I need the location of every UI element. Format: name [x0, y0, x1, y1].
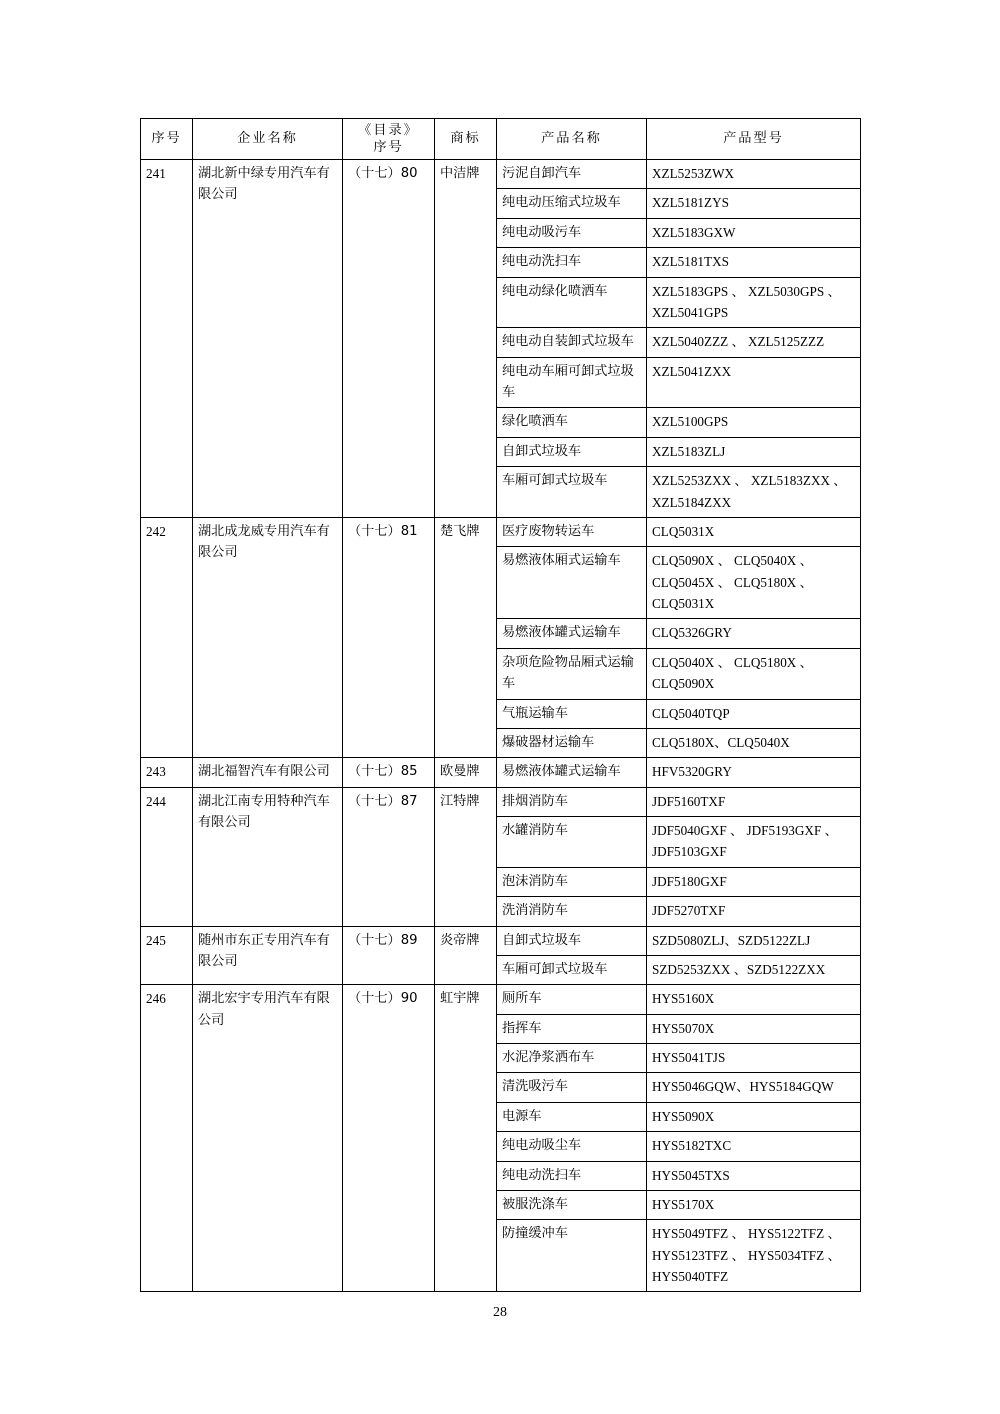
table-row: [141, 787, 861, 816]
cell-product-name: 纯电动吸污车: [497, 218, 647, 247]
cell-product-model: CLQ5180X、CLQ5040X: [647, 728, 861, 757]
cell-product-name: 纯电动压缩式垃圾车: [497, 189, 647, 218]
cell-product-name: 排烟消防车: [497, 787, 647, 816]
cell-product-model: XZL5253ZWX: [647, 160, 861, 189]
column-header-enterprise: 企业名称: [193, 119, 343, 160]
cell-product-model: HYS5160X: [647, 985, 861, 1014]
cell-brand: 欧曼牌: [435, 758, 497, 787]
cell-seq: 245: [141, 926, 193, 985]
cell-product-model: HYS5041TJS: [647, 1044, 861, 1073]
cell-seq: 246: [141, 985, 193, 1292]
table-row: [141, 926, 861, 955]
cell-product-model: HYS5070X: [647, 1014, 861, 1043]
table-row: [141, 758, 861, 787]
cell-product-model: JDF5040GXF 、 JDF5193GXF 、JDF5103GXF: [647, 817, 861, 868]
cell-product-model: JDF5270TXF: [647, 897, 861, 926]
cell-product-model: HYS5170X: [647, 1190, 861, 1219]
cell-product-name: 易燃液体罐式运输车: [497, 758, 647, 787]
cell-product-model: XZL5181TXS: [647, 248, 861, 277]
cell-brand: 炎帝牌: [435, 926, 497, 985]
cell-product-model: CLQ5040TQP: [647, 699, 861, 728]
cell-product-model: XZL5183GXW: [647, 218, 861, 247]
cell-product-model: HYS5045TXS: [647, 1161, 861, 1190]
cell-product-name: 爆破器材运输车: [497, 728, 647, 757]
cell-product-name: 纯电动洗扫车: [497, 248, 647, 277]
cell-seq: 244: [141, 787, 193, 926]
cell-product-name: 纯电动车厢可卸式垃圾车: [497, 357, 647, 408]
column-header-brand: 商标: [435, 119, 497, 160]
cell-enterprise: 湖北福智汽车有限公司: [193, 758, 343, 787]
cell-product-model: XZL5100GPS: [647, 408, 861, 437]
cell-product-model: HYS5090X: [647, 1102, 861, 1131]
column-header-catalog-no: [343, 119, 435, 160]
cell-product-name: 清洗吸污车: [497, 1073, 647, 1102]
cell-product-model: CLQ5326GRY: [647, 619, 861, 648]
table-row: [141, 517, 861, 546]
cell-product-model: HFV5320GRY: [647, 758, 861, 787]
cell-catalog-no: （十七）87: [343, 787, 435, 926]
cell-product-name: 纯电动绿化喷洒车: [497, 277, 647, 328]
cell-enterprise: 湖北宏宇专用汽车有限公司: [193, 985, 343, 1292]
table-body: [141, 160, 861, 1292]
cell-product-name: 水罐消防车: [497, 817, 647, 868]
cell-product-model: HYS5049TFZ 、 HYS5122TFZ 、HYS5123TFZ 、 HYS5034TFZ 、HYS5040TFZ: [647, 1220, 861, 1292]
column-header-catalog-no-line1: 《目录》: [358, 123, 419, 138]
cell-brand: 中洁牌: [435, 160, 497, 518]
column-header-product-name: 产品名称: [497, 119, 647, 160]
column-header-seq: 序号: [141, 119, 193, 160]
cell-product-model: HYS5046GQW、HYS5184GQW: [647, 1073, 861, 1102]
cell-product-name: 易燃液体罐式运输车: [497, 619, 647, 648]
cell-seq: 243: [141, 758, 193, 787]
cell-product-name: 厕所车: [497, 985, 647, 1014]
cell-product-name: 纯电动自装卸式垃圾车: [497, 328, 647, 357]
cell-catalog-no: （十七）81: [343, 517, 435, 757]
cell-enterprise: 湖北江南专用特种汽车有限公司: [193, 787, 343, 926]
cell-product-model: JDF5180GXF: [647, 867, 861, 896]
table-header: [141, 119, 861, 160]
cell-product-model: CLQ5031X: [647, 517, 861, 546]
cell-product-model: CLQ5040X 、 CLQ5180X 、CLQ5090X: [647, 648, 861, 699]
cell-product-model: JDF5160TXF: [647, 787, 861, 816]
cell-product-name: 泡沫消防车: [497, 867, 647, 896]
cell-product-name: 医疗废物转运车: [497, 517, 647, 546]
cell-enterprise: 湖北成龙威专用汽车有限公司: [193, 517, 343, 757]
cell-product-name: 易燃液体厢式运输车: [497, 547, 647, 619]
cell-product-name: 绿化喷洒车: [497, 408, 647, 437]
cell-enterprise: 随州市东正专用汽车有限公司: [193, 926, 343, 985]
cell-product-name: 杂项危险物品厢式运输车: [497, 648, 647, 699]
cell-product-name: 车厢可卸式垃圾车: [497, 467, 647, 518]
table-row: [141, 160, 861, 189]
cell-product-model: XZL5181ZYS: [647, 189, 861, 218]
cell-product-name: 洗消消防车: [497, 897, 647, 926]
column-header-catalog-no-line2: 序号: [373, 139, 404, 155]
cell-product-name: 指挥车: [497, 1014, 647, 1043]
cell-enterprise: 湖北新中绿专用汽车有限公司: [193, 160, 343, 518]
cell-product-name: 被服洗涤车: [497, 1190, 647, 1219]
cell-product-name: 防撞缓冲车: [497, 1220, 647, 1292]
cell-catalog-no: （十七）90: [343, 985, 435, 1292]
cell-product-name: 自卸式垃圾车: [497, 437, 647, 466]
cell-product-model: XZL5183ZLJ: [647, 437, 861, 466]
cell-brand: 江特牌: [435, 787, 497, 926]
table-row: [141, 985, 861, 1014]
cell-product-name: 纯电动吸尘车: [497, 1132, 647, 1161]
cell-catalog-no: （十七）80: [343, 160, 435, 518]
cell-product-model: CLQ5090X 、 CLQ5040X 、CLQ5045X 、 CLQ5180X 、CLQ5031X: [647, 547, 861, 619]
cell-product-name: 气瓶运输车: [497, 699, 647, 728]
page-number: 28: [493, 1305, 507, 1320]
cell-product-model: XZL5040ZZZ 、 XZL5125ZZZ: [647, 328, 861, 357]
cell-product-model: XZL5183GPS 、 XZL5030GPS 、XZL5041GPS: [647, 277, 861, 328]
cell-product-name: 车厢可卸式垃圾车: [497, 955, 647, 984]
cell-product-name: 电源车: [497, 1102, 647, 1131]
cell-product-model: SZD5080ZLJ、SZD5122ZLJ: [647, 926, 861, 955]
cell-product-model: SZD5253ZXX 、SZD5122ZXX: [647, 955, 861, 984]
cell-product-name: 污泥自卸汽车: [497, 160, 647, 189]
cell-product-name: 纯电动洗扫车: [497, 1161, 647, 1190]
table-header-row: [141, 119, 861, 160]
cell-brand: 楚飞牌: [435, 517, 497, 757]
cell-catalog-no: （十七）85: [343, 758, 435, 787]
cell-catalog-no: （十七）89: [343, 926, 435, 985]
cell-brand: 虹宇牌: [435, 985, 497, 1292]
vehicle-catalog-table: [140, 118, 861, 1292]
cell-product-name: 自卸式垃圾车: [497, 926, 647, 955]
cell-seq: 242: [141, 517, 193, 757]
cell-seq: 241: [141, 160, 193, 518]
cell-product-model: HYS5182TXC: [647, 1132, 861, 1161]
cell-product-model: XZL5253ZXX 、 XZL5183ZXX 、XZL5184ZXX: [647, 467, 861, 518]
column-header-product-model: 产品型号: [647, 119, 861, 160]
cell-product-name: 水泥净浆洒布车: [497, 1044, 647, 1073]
cell-product-model: XZL5041ZXX: [647, 357, 861, 408]
